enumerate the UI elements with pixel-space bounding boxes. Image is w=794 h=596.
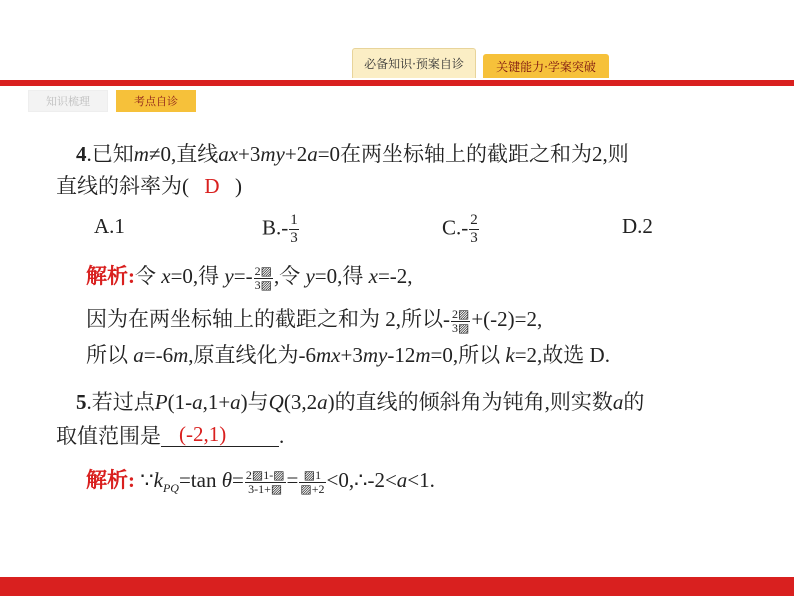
q4-stem-line2: 直线的斜率为( D ) — [56, 174, 242, 198]
q4-option-b: B.- $\frac{1}{3}$ — [262, 212, 298, 246]
q4-solution-line2: 因为在两坐标轴上的截距之和为 2,所以- $\frac{2▨}{3▨}$ +(-2)=2, — [86, 306, 543, 335]
q4-solution-line1: 解析:令 x=0,得 y=- $\frac{2▨}{3▨}$ ,令 y=0,得 x=-2, — [86, 263, 413, 292]
q5-answer-blank — [161, 424, 279, 447]
q5-stem-line2: 取值范围是 (-2,1) . — [56, 422, 285, 448]
q4-solution-line3: 所以 a=-6m,原直线化为-6mx+3my-12m=0,所以 k=2,故选 D. — [86, 343, 610, 367]
header-divider — [0, 80, 794, 86]
q5-solution: 解析: $\because k_{PQ}=\tan$ θ= $\frac{2▨1-▨}{3-1+▨}$ = $\frac{▨1}{▨+2}$ <0,∴-2<a<1. — [86, 467, 435, 496]
q4-option-a: A.1 — [94, 214, 125, 238]
q4-answer: D — [204, 174, 220, 198]
q5-answer: (-2,1) — [179, 422, 227, 446]
q4-stem-line1: 4.已知m≠0,直线ax+3my+2a=0在两坐标轴上的截距之和为2,则 — [76, 142, 629, 166]
subtab-knowledge-review[interactable]: 知识梳理 — [28, 90, 108, 112]
solution-label: 解析: — [86, 468, 135, 492]
tab-prior-knowledge[interactable]: 必备知识·预案自诊 — [352, 48, 476, 78]
q4-option-c: C.- $\frac{2}{3}$ — [442, 212, 478, 246]
solution-label: 解析: — [86, 264, 135, 288]
q4-option-d: D.2 — [622, 214, 653, 238]
footer-bar — [0, 577, 794, 596]
tab-key-ability[interactable]: 关键能力·学案突破 — [483, 54, 609, 78]
q5-stem-line1: 5.若过点P(1-a,1+a)与Q(3,2a)的直线的倾斜角为钝角,则实数a的 — [76, 390, 645, 414]
subtab-self-diagnosis[interactable]: 考点自诊 — [116, 90, 196, 112]
